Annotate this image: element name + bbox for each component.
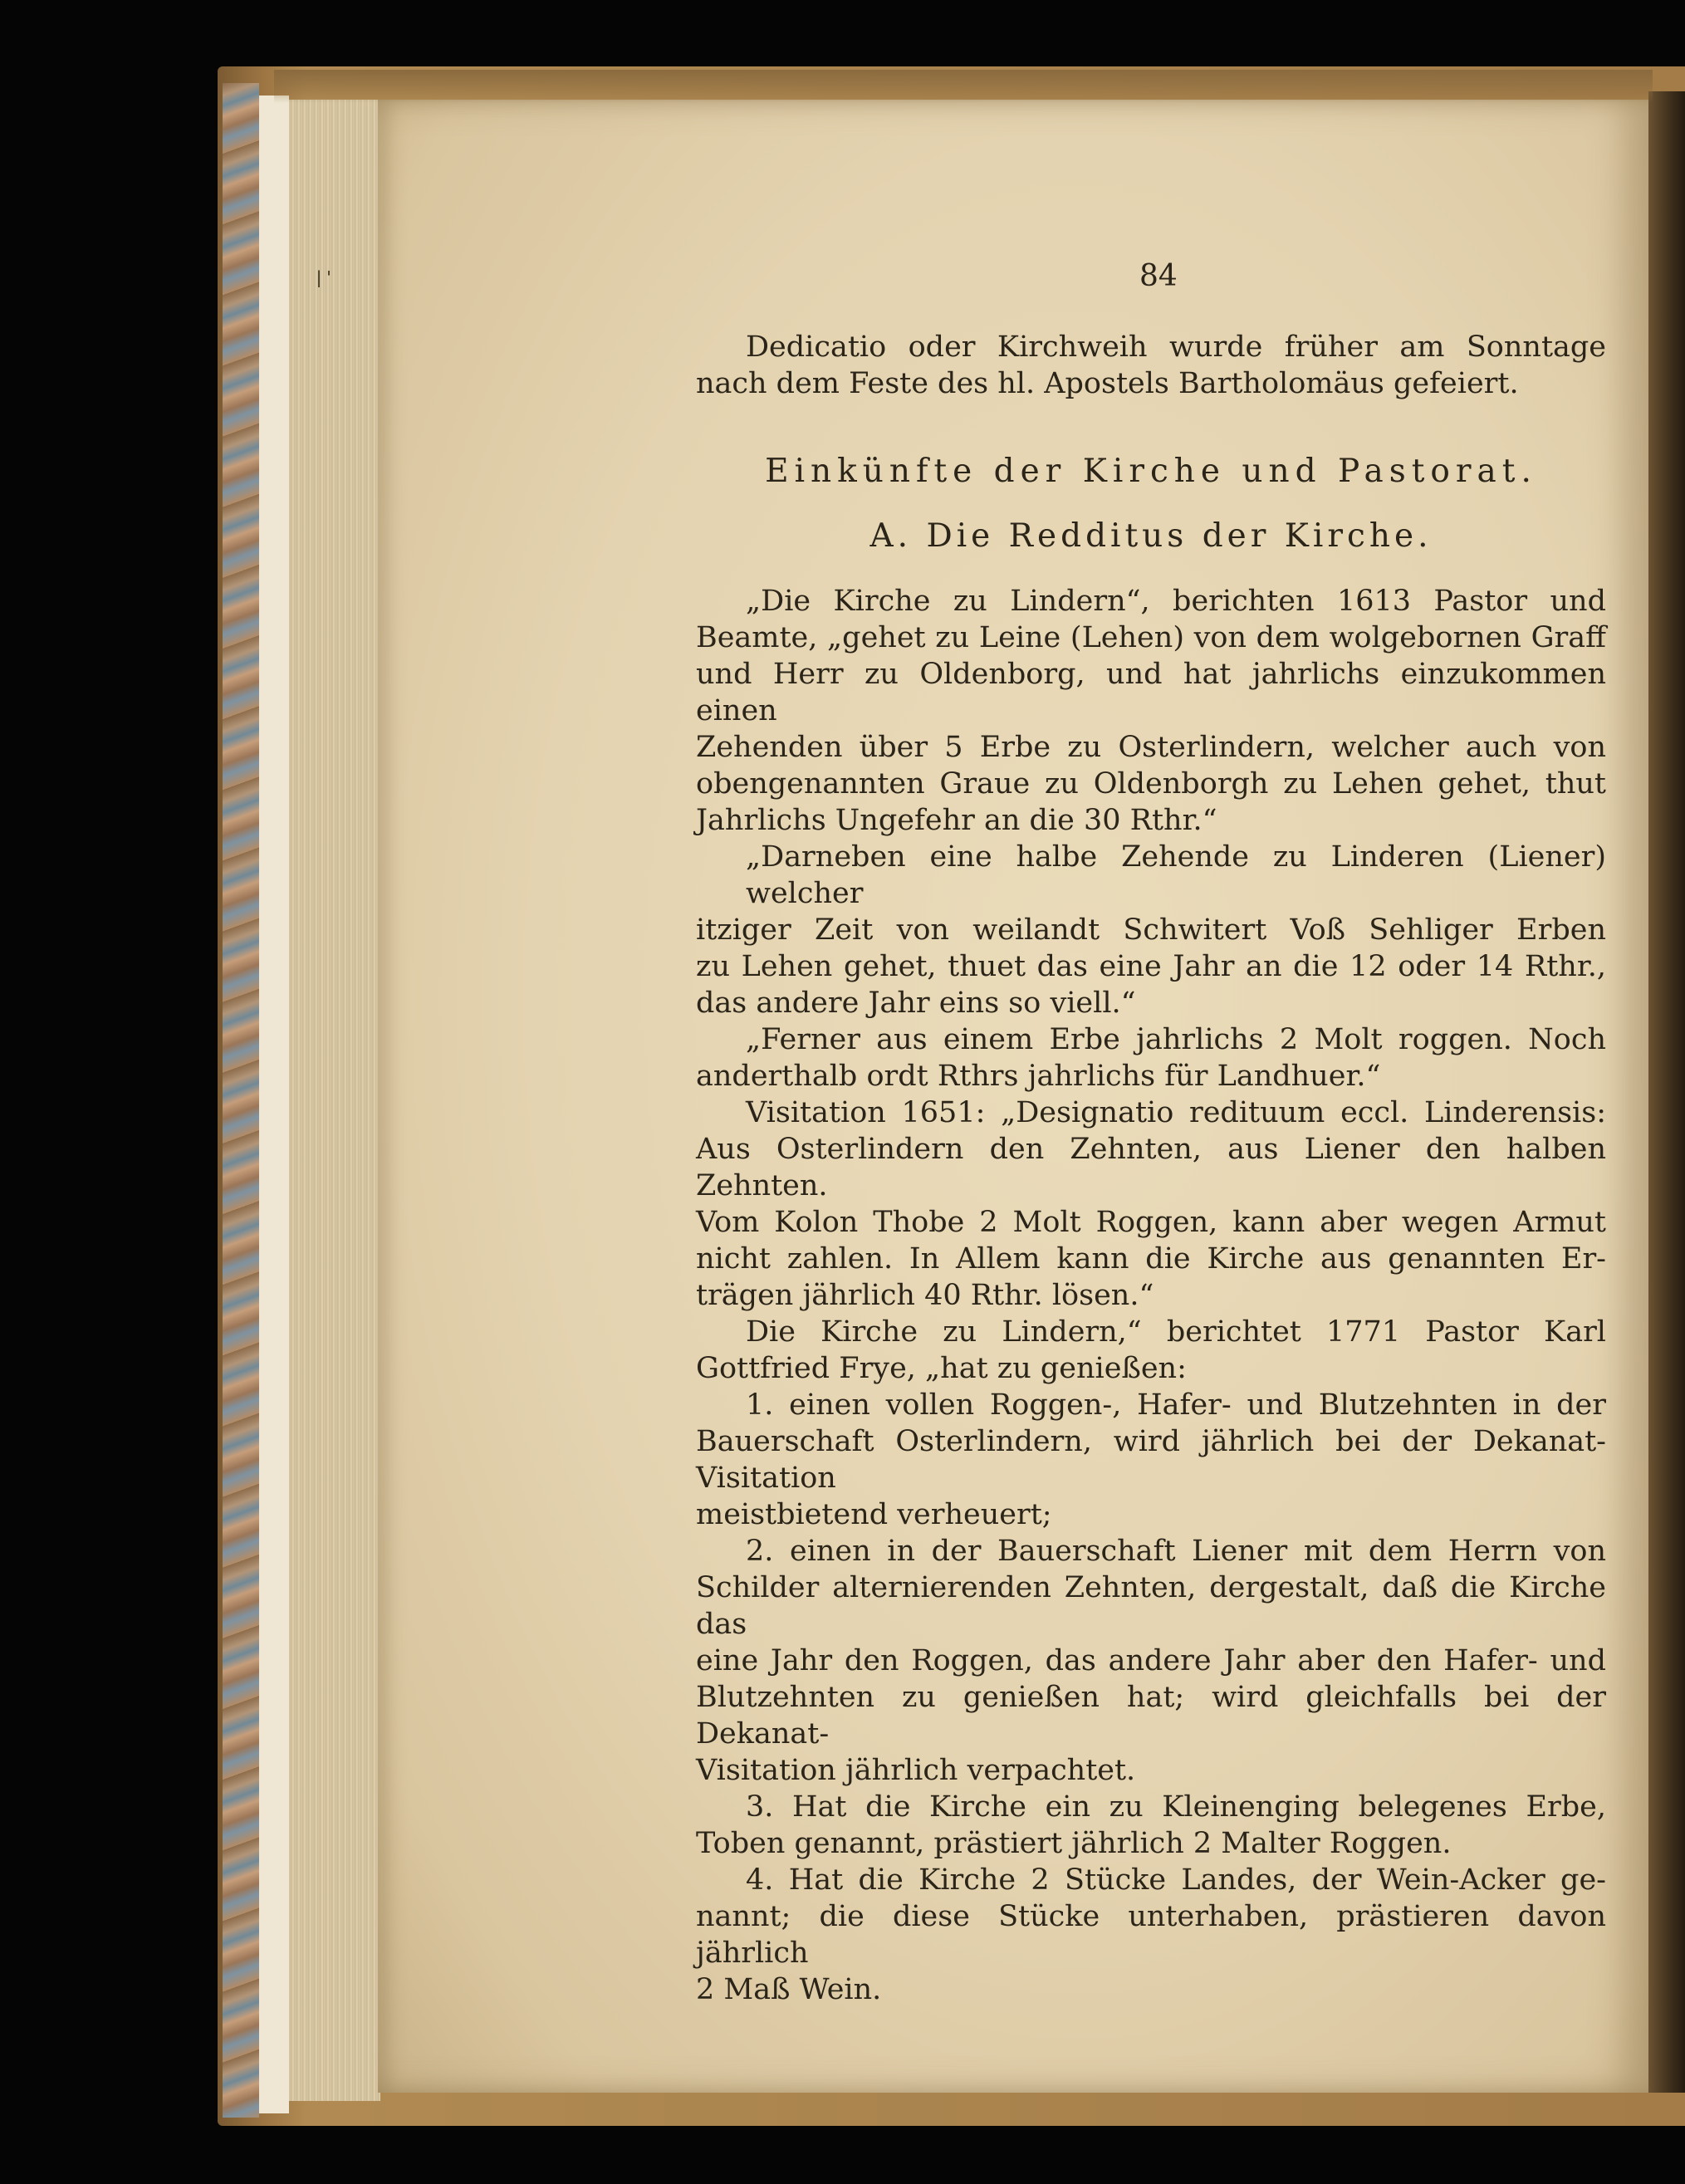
margin-marks: |': [314, 267, 335, 287]
text-line: 2 Maß Wein.: [696, 1973, 882, 2006]
text-line: „Die Kirche zu Lindern“, berichten 1613 Pastor und: [746, 585, 1606, 618]
text-line: „Ferner aus einem Erbe jahrlichs 2 Molt roggen. Noch: [746, 1023, 1606, 1056]
text-line: zu Lehen gehet, thuet das eine Jahr an die 12 oder 14 Rthr.,: [696, 950, 1606, 983]
facing-page-edge: [1648, 91, 1685, 2093]
text-line: Visitation 1651: „Designatio redituum eccl. Linderensis:: [746, 1096, 1606, 1129]
text-line: Jahrlichs Ungefehr an die 30 Rthr.“: [696, 804, 1217, 837]
page-stack-edge: [289, 100, 380, 2101]
endpaper: [259, 95, 289, 2113]
text-line: nicht zahlen. In Allem kann die Kirche aus genannten Er-: [696, 1242, 1606, 1276]
marbled-edge: [223, 83, 259, 2118]
text-line: „Darneben eine halbe Zehende zu Linderen (Liener) welcher: [746, 840, 1606, 910]
subsection-heading: A. Die Redditus der Kirche.: [869, 517, 1433, 555]
text-line: das andere Jahr eins so viell.“: [696, 987, 1136, 1020]
text-line: Beamte, „gehet zu Leine (Lehen) von dem wolgebornen Graff: [696, 621, 1606, 654]
text-line: Gottfried Frye, „hat zu genießen:: [696, 1352, 1187, 1385]
text-line: nannt; die diese Stücke unterhaben, prästieren davon jährlich: [696, 1900, 1606, 1970]
text-line: 2. einen in der Bauerschaft Liener mit dem Herrn von: [746, 1535, 1606, 1568]
text-line: trägen jährlich 40 Rthr. lösen.“: [696, 1279, 1154, 1312]
page-number: 84: [1139, 259, 1178, 293]
text-line: 3. Hat die Kirche ein zu Kleinenging belegenes Erbe,: [746, 1790, 1606, 1824]
text-line: Schilder alternierenden Zehnten, dergestalt, daß die Kirche das: [696, 1571, 1606, 1641]
page-text: [696, 249, 1606, 2008]
text-line: Die Kirche zu Lindern,“ berichtet 1771 Pastor Karl: [746, 1315, 1606, 1349]
section-heading: Einkünfte der Kirche und Pastorat.: [765, 453, 1537, 490]
text-line: Blutzehnten zu genießen hat; wird gleichfalls bei der Dekanat-: [696, 1681, 1606, 1751]
text-line: 4. Hat die Kirche 2 Stücke Landes, der Wein-Acker ge-: [746, 1863, 1606, 1897]
text-line: Bauerschaft Osterlindern, wird jährlich bei der Dekanat-Visitation: [696, 1425, 1606, 1495]
text-line: und Herr zu Oldenborg, und hat jahrlichs einzukommen einen: [696, 658, 1606, 727]
text-line: Zehenden über 5 Erbe zu Osterlindern, welcher auch von: [696, 731, 1606, 764]
text-line: obengenannten Graue zu Oldenborgh zu Lehen gehet, thut: [696, 767, 1606, 801]
text-line: Dedicatio oder Kirchweih wurde früher am Sonntage: [746, 331, 1606, 364]
text-line: meistbietend verheuert;: [696, 1498, 1052, 1531]
text-line: 1. einen vollen Roggen-, Hafer- und Blutzehnten in der: [746, 1388, 1606, 1422]
text-line: Vom Kolon Thobe 2 Molt Roggen, kann aber wegen Armut: [696, 1206, 1606, 1239]
top-binding-shadow: [274, 70, 1653, 103]
text-line: anderthalb ordt Rthrs jahrlichs für Landhuer.“: [696, 1060, 1381, 1093]
text-line: nach dem Feste des hl. Apostels Bartholomäus gefeiert.: [696, 367, 1519, 400]
text-line: Toben genannt, prästiert jährlich 2 Malter Roggen.: [696, 1827, 1452, 1860]
text-line: Aus Osterlindern den Zehnten, aus Liener den halben Zehnten.: [696, 1133, 1606, 1202]
text-line: eine Jahr den Roggen, das andere Jahr aber den Hafer- und: [696, 1644, 1606, 1677]
text-line: Visitation jährlich verpachtet.: [696, 1754, 1136, 1787]
text-line: itziger Zeit von weilandt Schwitert Voß Sehliger Erben: [696, 913, 1606, 947]
